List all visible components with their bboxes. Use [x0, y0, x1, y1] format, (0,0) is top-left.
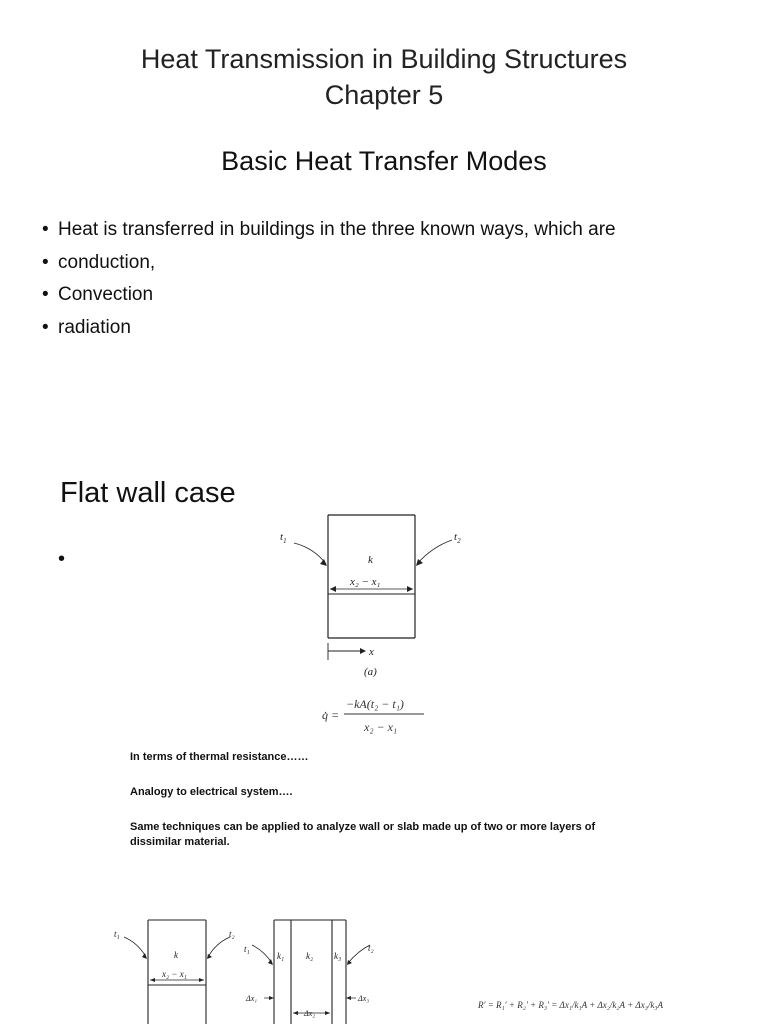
slide-title-line-1: Heat Transmission in Building Structures	[140, 44, 628, 74]
flat-wall-diagram	[270, 510, 480, 685]
paragraph-electrical-analogy: Analogy to electrical system….	[130, 786, 293, 798]
t1-label: $t_1$	[280, 531, 287, 545]
k1-label: k₁	[277, 951, 285, 961]
flat-wall-title: Flat wall case	[60, 477, 236, 509]
k-label: k	[368, 554, 373, 566]
t1-label-composite: t₁	[244, 944, 250, 954]
bullet-text: Convection	[58, 284, 154, 305]
t2-label-composite: t₂	[368, 943, 374, 953]
x-axis-label: x	[369, 646, 374, 658]
t2-label-small: t₂	[229, 929, 235, 939]
dx2-label: Δx₂	[304, 1009, 316, 1018]
dx3-label: Δx₃	[358, 994, 370, 1003]
slide-title-line-2: Chapter 5	[324, 80, 444, 110]
paragraph-thermal-resistance: In terms of thermal resistance……	[130, 751, 309, 763]
bullet-item: • Convection	[42, 284, 154, 305]
bullet-item: • radiation	[42, 316, 131, 338]
bullet-text: radiation	[58, 316, 131, 338]
bullet-text: Heat is transferred in buildings in the three known ways, which are	[58, 219, 616, 240]
thickness-label-small: x₂ − x₁	[162, 969, 187, 979]
t2-label: $t_2$	[454, 531, 461, 545]
figure-caption: (a)	[364, 666, 377, 678]
thickness-label: x₂ − x₁	[350, 576, 381, 588]
dx1-label: Δx₁	[246, 994, 258, 1003]
bullet-text: conduction,	[58, 251, 156, 273]
equation-numerator: −kA(t₂ − t₁)	[346, 697, 404, 711]
composite-wall-diagram	[240, 915, 390, 1024]
bullet-item: • Heat is transferred in buildings in the three known ways, which are	[42, 219, 616, 240]
paragraph-layered-wall: Same techniques can be applied to analyze wall or slab made up of two or more layers of dissimilar material.	[130, 821, 596, 848]
resistance-equation: R′ = R₁′ + R₂′ + R₃′ = Δx₁/k₁A + Δx₂/k₂A + Δx₃/k₃A	[478, 1000, 663, 1010]
conduction-equation	[320, 690, 430, 740]
bullet-list	[42, 216, 616, 346]
k3-label: k₃	[334, 951, 342, 961]
equation-denominator: x₂ − x₁	[364, 720, 398, 734]
equation-lhs: q̇ =	[322, 708, 340, 722]
single-wall-diagram	[110, 915, 245, 1024]
empty-bullet: •	[58, 548, 66, 570]
k-label-small: k	[174, 950, 178, 960]
section-title: Basic Heat Transfer Modes	[221, 146, 547, 176]
t1-label-small: t₁	[114, 929, 120, 939]
bullet-item: • conduction,	[42, 251, 156, 273]
k2-label: k₂	[306, 951, 314, 961]
